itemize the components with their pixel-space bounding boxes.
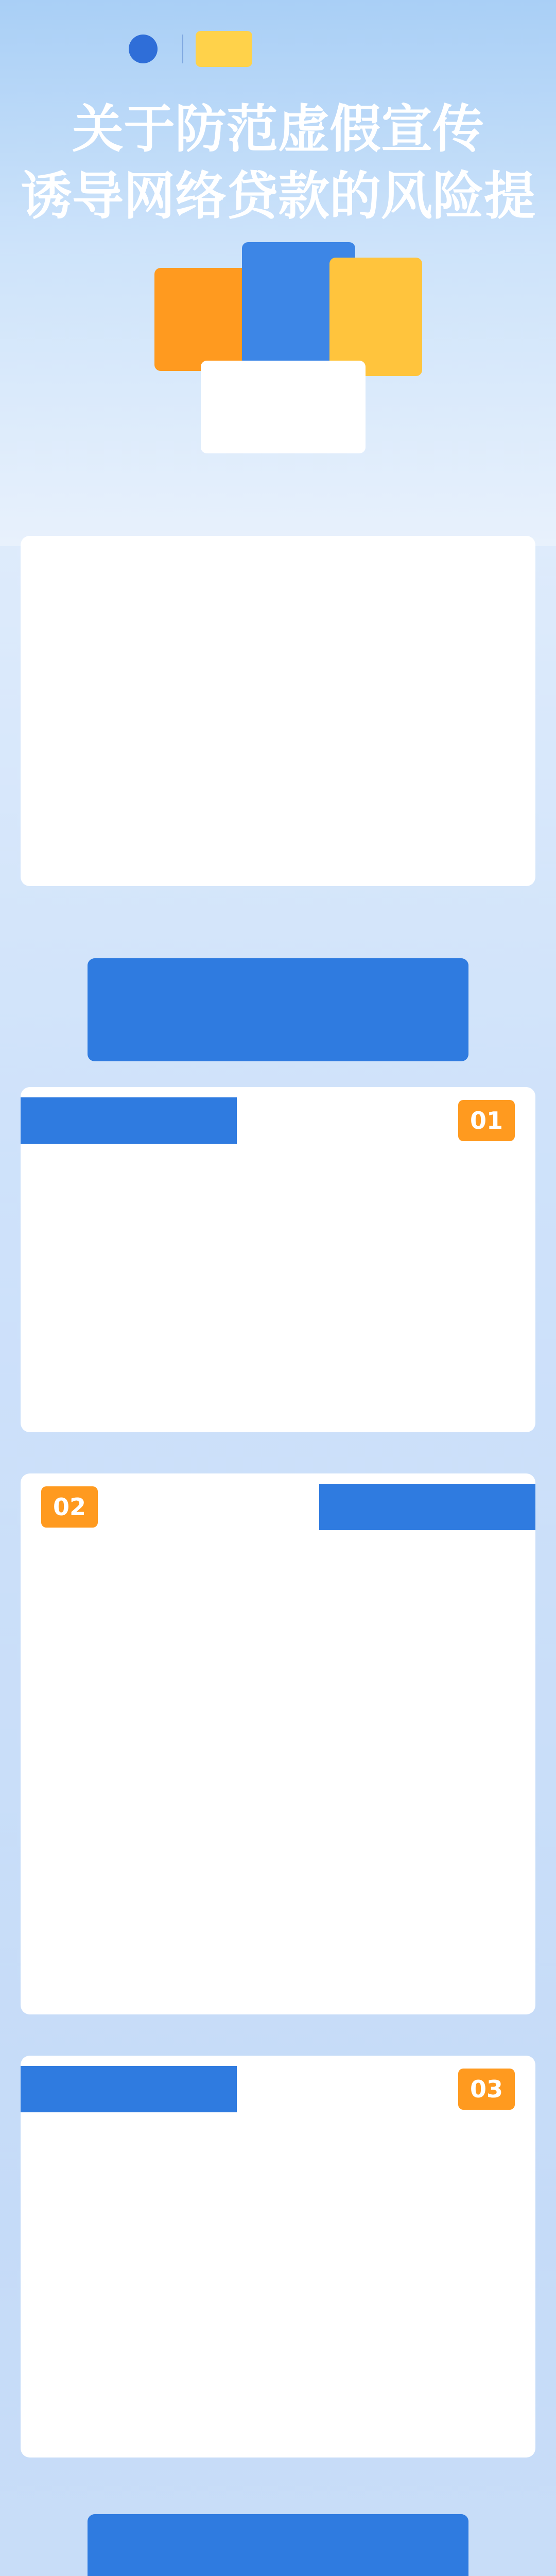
section-2-number: 02 bbox=[41, 1486, 98, 1528]
page-title-line2: 诱导网络贷款的风险提 bbox=[21, 166, 535, 226]
section-1-number: 01 bbox=[458, 1100, 515, 1141]
section-card-1 bbox=[21, 1087, 535, 1432]
partner-logo-badge bbox=[196, 31, 252, 67]
section-2-title bbox=[319, 1484, 535, 1530]
intro-card bbox=[21, 536, 535, 886]
logo-bar bbox=[129, 31, 252, 67]
section-banner-2 bbox=[88, 2514, 468, 2576]
page-title-line1: 关于防范虚假宣传 bbox=[72, 99, 484, 159]
logo-divider bbox=[182, 35, 183, 63]
section-card-2 bbox=[21, 1473, 535, 2014]
section-3-number: 03 bbox=[458, 2069, 515, 2110]
section-banner-1 bbox=[88, 958, 468, 1061]
scene-block-yellow bbox=[329, 258, 422, 376]
scene-document bbox=[201, 361, 366, 453]
section-3-title bbox=[21, 2066, 237, 2112]
section-card-3 bbox=[21, 2056, 535, 2458]
brand-logo-icon bbox=[129, 35, 158, 63]
section-1-title bbox=[21, 1097, 237, 1144]
hero-banner bbox=[0, 0, 556, 546]
